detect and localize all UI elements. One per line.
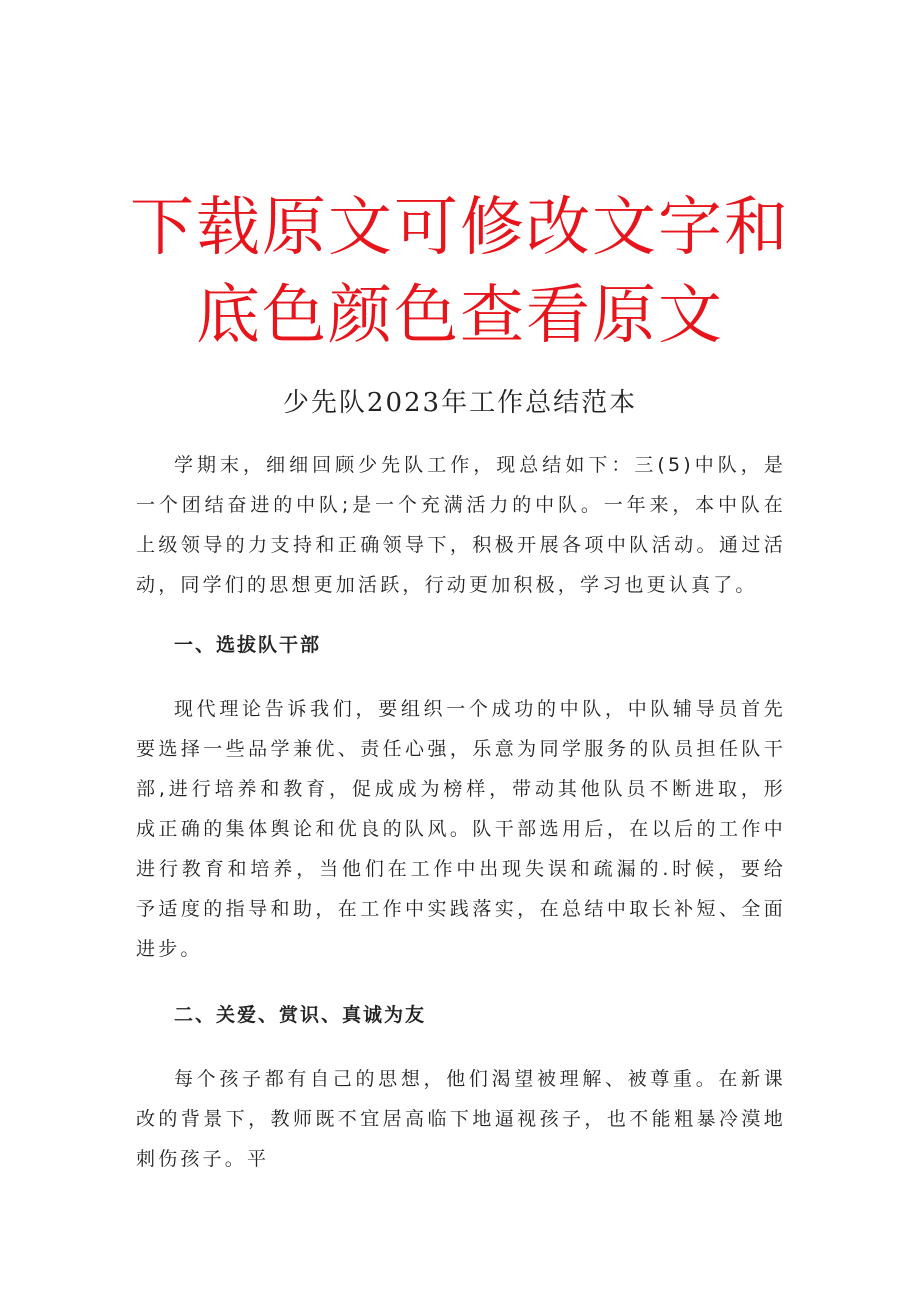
section-heading-2: 二、关爱、赏识、真诚为友 <box>174 1004 427 1026</box>
document-body <box>136 445 786 1179</box>
section-heading-1: 一、选拔队干部 <box>174 634 322 656</box>
spacer <box>136 1035 786 1059</box>
download-banner[interactable]: 下载原文可修改文字和底色颜色查看原文 <box>130 191 790 353</box>
spacer <box>136 605 786 625</box>
section-paragraph-2: 每个孩子都有自己的思想，他们渴望被理解、被尊重。在新课改的背景下，教师既不宜居高临下地逼视孩子，也不能粗暴冷漠地刺伤孩子。平 <box>136 1068 786 1170</box>
spacer <box>136 665 786 689</box>
intro-paragraph: 学期末，细细回顾少先队工作，现总结如下：三(5)中队，是一个团结奋进的中队;是一个充满活力的中队。一年来，本中队在上级领导的力支持和正确领导下，积极开展各项中队活动。通过活动，同学们的思想更加活跃，行动更加积极，学习也更认真了。 <box>136 454 786 596</box>
section-paragraph-1: 现代理论告诉我们，要组织一个成功的中队，中队辅导员首先要选择一些品学兼优、责任心强，乐意为同学服务的队员担任队干部,进行培养和教育，促成成为榜样，带动其他队员不断进取，形成正确的集体舆论和优良的队风。队干部选用后，在以后的工作中进行教育和培养，当他们在工作中出现失误和疏漏的.时候，要给予适度的指导和助，在工作中实践落实，在总结中取长补短、全面进步。 <box>136 698 786 960</box>
document-title: 少先队2023年工作总结范本 <box>282 388 638 418</box>
spacer <box>136 969 786 995</box>
